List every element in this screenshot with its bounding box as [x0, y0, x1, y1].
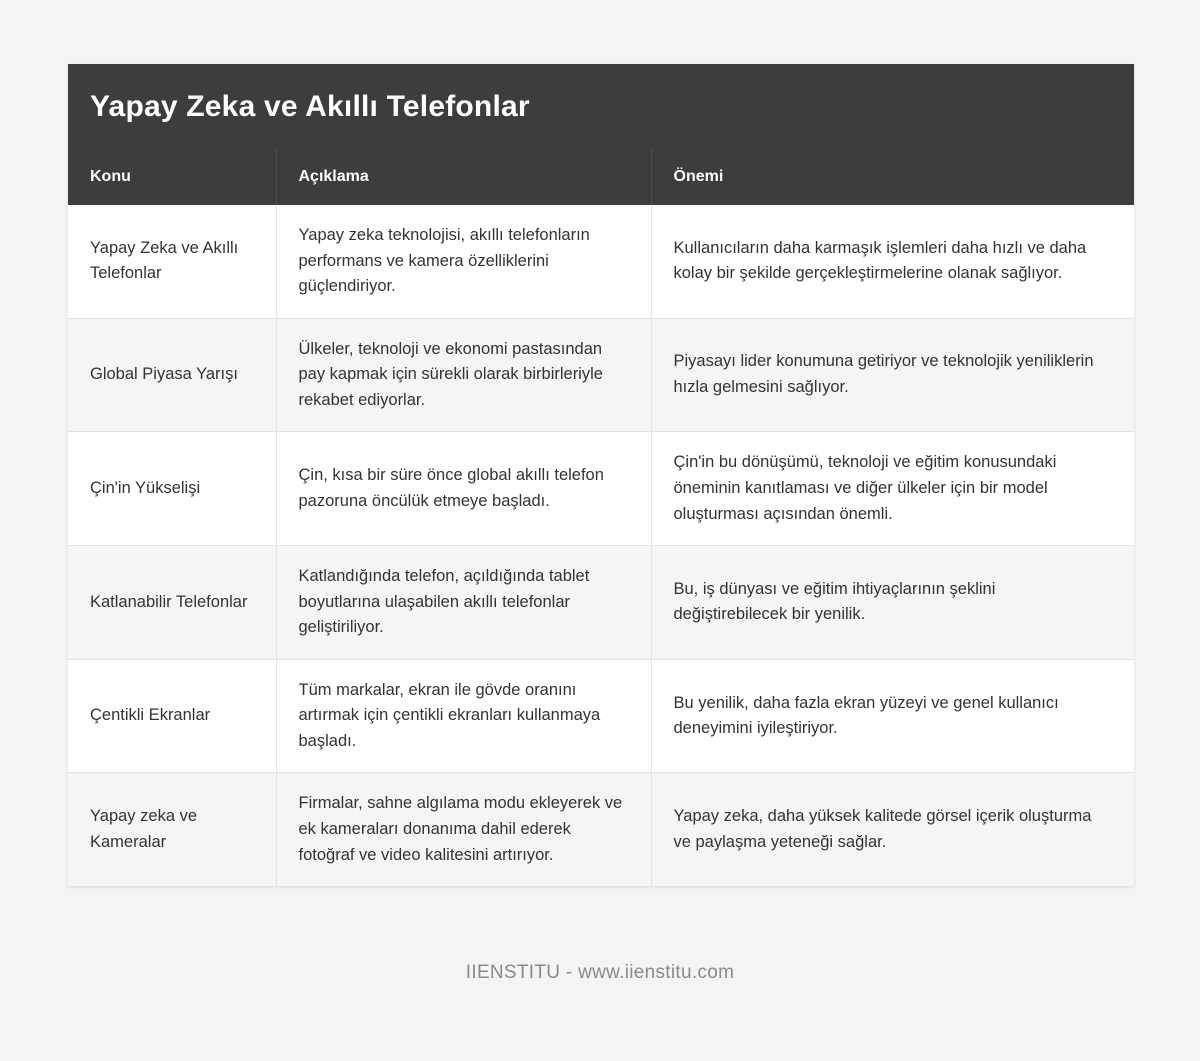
cell-aciklama: Firmalar, sahne algılama modu ekleyerek ve ek kameraları donanıma dahil ederek fotoğraf ve video kalitesini artırıyor.: [276, 773, 651, 886]
cell-aciklama: Katlandığında telefon, açıldığında tablet boyutlarına ulaşabilen akıllı telefonlar geliştiriliyor.: [276, 546, 651, 660]
cell-aciklama: Tüm markalar, ekran ile gövde oranını artırmak için çentikli ekranları kullanmaya başladı.: [276, 659, 651, 773]
column-header-aciklama: Açıklama: [276, 149, 651, 205]
cell-onemi: Piyasayı lider konumuna getiriyor ve teknolojik yeniliklerin hızla gelmesini sağlıyor.: [651, 318, 1134, 432]
cell-aciklama: Çin, kısa bir süre önce global akıllı telefon pazoruna öncülük etmeye başladı.: [276, 432, 651, 546]
column-header-konu: Konu: [68, 149, 276, 205]
cell-aciklama: Ülkeler, teknoloji ve ekonomi pastasından pay kapmak için sürekli olarak birbirleriyle rekabet ediyorlar.: [276, 318, 651, 432]
table-row: [68, 318, 1134, 432]
table-row: [68, 773, 1134, 886]
table-body: [68, 205, 1134, 886]
info-table: [68, 149, 1134, 886]
cell-onemi: Kullanıcıların daha karmaşık işlemleri daha hızlı ve daha kolay bir şekilde gerçekleştirmelerine olanak sağlıyor.: [651, 205, 1134, 318]
cell-konu: Yapay Zeka ve Akıllı Telefonlar: [68, 205, 276, 318]
cell-konu: Yapay zeka ve Kameralar: [68, 773, 276, 886]
info-table-card: [68, 64, 1134, 886]
column-header-onemi: Önemi: [651, 149, 1134, 205]
cell-konu: Çentikli Ekranlar: [68, 659, 276, 773]
table-header-row: [68, 149, 1134, 205]
table-row: [68, 432, 1134, 546]
table-row: [68, 659, 1134, 773]
cell-konu: Katlanabilir Telefonlar: [68, 546, 276, 660]
cell-konu: Çin'in Yükselişi: [68, 432, 276, 546]
table-row: [68, 546, 1134, 660]
table-header: [68, 149, 1134, 205]
cell-konu: Global Piyasa Yarışı: [68, 318, 276, 432]
cell-aciklama: Yapay zeka teknolojisi, akıllı telefonların performans ve kamera özelliklerini güçlendiriyor.: [276, 205, 651, 318]
cell-onemi: Yapay zeka, daha yüksek kalitede görsel içerik oluşturma ve paylaşma yeteneği sağlar.: [651, 773, 1134, 886]
table-title-bar: [68, 64, 1134, 149]
cell-onemi: Bu yenilik, daha fazla ekran yüzeyi ve genel kullanıcı deneyimini iyileştiriyor.: [651, 659, 1134, 773]
cell-onemi: Bu, iş dünyası ve eğitim ihtiyaçlarının şeklini değiştirebilecek bir yenilik.: [651, 546, 1134, 660]
cell-onemi: Çin'in bu dönüşümü, teknoloji ve eğitim konusundaki öneminin kanıtlaması ve diğer ülkeler için bir model oluşturması açısından önemli.: [651, 432, 1134, 546]
footer-credit: IIENSTITU - www.iienstitu.com: [465, 962, 735, 983]
page-title: Yapay Zeka ve Akıllı Telefonlar: [90, 89, 530, 123]
table-row: [68, 205, 1134, 318]
